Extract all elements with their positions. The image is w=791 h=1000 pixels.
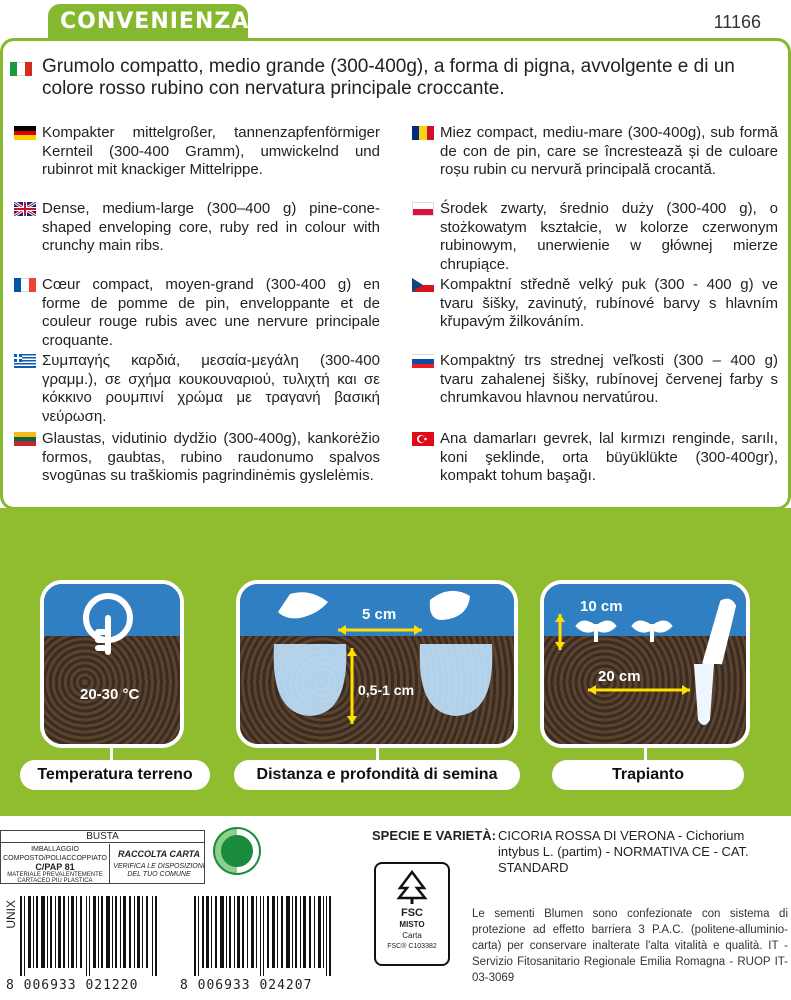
description-el: Συμπαγής καρδιά, μεσαία-μεγάλη (300-400 γραμμ.), σε σχήμα κουκουναριού, τυλιχτή και σε κόκκινο ρουμπινί χρώμα με τραγανή βασική νεύρωση. [42,352,380,425]
description-sk-block [440,352,778,408]
temperature-value: 20-30 °C [80,686,140,703]
flag-lt-icon [14,432,36,446]
barcode-1-number: 8 006933 021220 [6,978,139,993]
description-it: Grumolo compatto, medio grande (300-400g), a forma di pigna, avvolgente e di un colore rosso rubino con nervatura principale croccante. [42,56,735,99]
sowing-distance: 5 cm [362,606,397,623]
product-code: 11166 [713,12,761,32]
description-ro: Miez compact, mediu-mare (300-400g), sub formă de con de pin, care se încrestează și de culoare roșu rubin cu nervură principală crocantă. [440,124,778,178]
temperature-card [40,580,184,748]
description-cs-block [440,276,778,332]
transplant-label: Trapianto [552,760,744,790]
packaging-box [0,830,205,884]
packaging-raccolta: RACCOLTA CARTA [118,849,200,859]
fsc-misto: MISTO [399,920,425,929]
sowing-card [236,580,518,748]
description-fr: Cœur compact, moyen-grand (300-400 g) en forme de pomme de pin, enveloppante et de couleur rouge rubis avec une nervure principale croquante. [42,276,380,349]
fsc-tree-icon [392,870,432,906]
hand-left-icon [278,592,328,618]
flag-tr-icon [412,432,434,446]
species-label: SPECIE E VARIETÀ: [372,828,497,843]
description-fr-block [42,276,380,350]
flag-fr-icon [14,278,36,292]
sowing-depth: 0,5-1 cm [358,682,415,698]
barcode-2 [194,896,342,976]
unix-label: UNIX [4,900,18,929]
fsc-carta: Carta [402,931,422,940]
flag-pl-icon [412,202,434,216]
flag-it-icon [10,62,32,76]
flag-ro-icon [412,126,434,140]
description-ro-block [440,124,778,180]
description-en: Dense, medium-large (300–400 g) pine-cone-shaped enveloping core, ruby red in colour with crunchy main ribs. [42,200,380,254]
transplant-card [540,580,750,748]
thermometer-icon [74,592,144,672]
species-value: CICORIA ROSSA DI VERONA - Cichorium intybus L. (partim) - NORMATIVA CE - CAT. STANDARD [498,828,749,875]
flag-cz-icon [412,278,434,292]
description-de-block [42,124,380,180]
packaging-type: IMBALLAGGIO COMPOSTO/POLIACCOPPIATO [3,846,107,862]
description-de: Kompakter mittelgroßer, tannenzapfenförmiger Kernteil (300-400 Gramm), umwickelnd und rubinrot mit knackiger Mittelrippe. [42,124,380,178]
packaging-verifica: VERIFICA LE DISPOSIZIONI DEL TUO COMUNE [113,863,205,878]
description-lt: Glaustas, vidutinio dydžio (300-400g), kankorėžio formos, gaubtas, rubino raudonumo spalvos svogūnas su traškiomis pagrindinėmis gyslelėmis. [42,430,380,484]
barcode-1 [20,896,168,976]
description-en-block [42,200,380,256]
description-lt-block [42,430,380,486]
fsc-code: FSC® C103382 [387,943,437,950]
temperature-label: Temperatura terreno [20,760,210,790]
fsc-name: FSC [401,907,423,919]
footer-note: Le sementi Blumen sono confezionate con sistema di protezione ad effetto barriera 3 P.A.C. (politene-alluminio-carta) per conservare inalterate l'alta vitalità e qualità. IT - Servizio Fitosanitario Regionale Emilia Romagna - RUOP IT-03-3069 [472,908,788,984]
description-pl-block [440,200,778,274]
description-tr-block [440,430,778,486]
fsc-logo [374,862,450,966]
description-pl: Środek zwarty, średnio duży (300-400 g), o stożkowatym kształcie, w kolorze czerwonym rubinowym, unerwienie w głównej mierze chrupiące. [440,200,778,273]
flag-de-icon [14,126,36,140]
description-cs: Kompaktní středně velký puk (300 - 400 g) ve tvaru šišky, zavinutý, rubínové barvy s hlavním křupavým žilkováním. [440,276,778,330]
product-name: CONVENIENZA [60,9,250,34]
sowing-label: Distanza e profondità di semina [234,760,520,790]
trowel-icon [694,664,714,725]
packaging-material: MATERIALE PREVALENTEMENTE CARTACEO PIÙ PLASTICA [7,872,103,884]
header-tab [48,4,248,40]
flag-uk-icon [14,202,36,216]
description-tr: Ana damarları gevrek, lal kırmızı renginde, sarılı, koni şeklinde, orta büyüklükte (300-400gr), kompakt tohum başağı. [440,430,778,484]
packaging-code: C/PAP 81 [35,862,75,872]
hand-right-icon [430,591,470,620]
description-sk: Kompaktný trs strednej veľkosti (300 – 400 g) tvaru zahalenej šišky, rubínovej červenej farby s chrumkavou hlavnou nervatúrou. [440,352,778,406]
green-dot-recycle-icon [212,826,262,876]
transplant-diagram [544,584,750,748]
transplant-distance: 20 cm [598,668,641,685]
flag-gr-icon [14,354,36,368]
flag-sk-icon [412,354,434,368]
description-el-block [42,352,380,426]
packaging-busta: BUSTA [1,831,204,843]
barcode-2-number: 8 006933 024207 [180,978,313,993]
transplant-height: 10 cm [580,598,623,615]
